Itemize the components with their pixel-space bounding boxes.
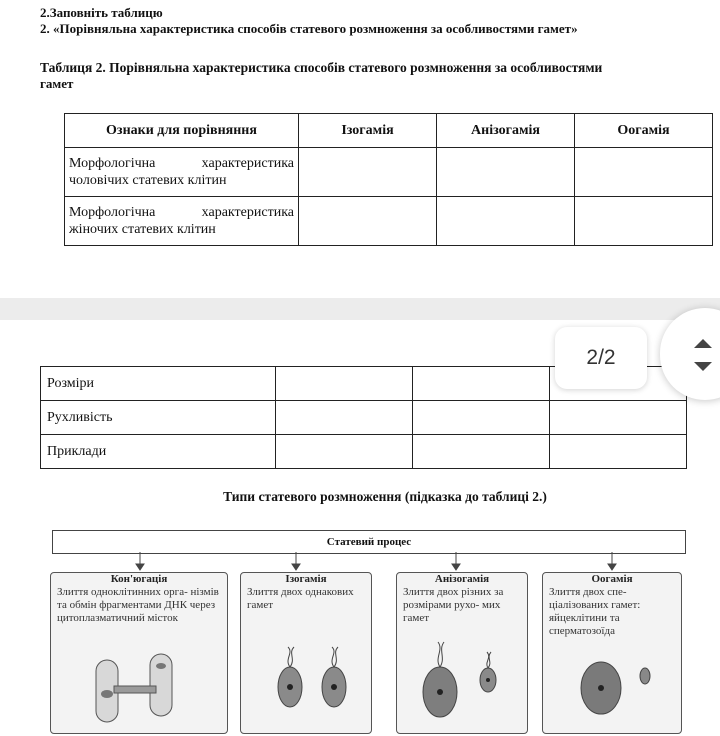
- table-row: [65, 197, 713, 246]
- oogamy-illustration: [575, 648, 665, 718]
- empty-cell: [413, 435, 550, 469]
- empty-cell: [550, 401, 687, 435]
- box-description: Злиття одноклітинних орга- нізмів та обмін фрагментами ДНК через цитоплазматичний місток: [57, 586, 219, 624]
- row-label-male: [65, 148, 299, 197]
- table-row: [41, 401, 687, 435]
- table-title-line-1: Таблиця 2. Порівняльна характеристика способів статевого розмноження за особливостями: [40, 60, 603, 75]
- page-indicator-text: 2/2: [586, 346, 616, 369]
- process-box: Статевий процес: [52, 530, 686, 554]
- row-label-size: Розміри: [41, 367, 276, 401]
- chevron-up-icon[interactable]: [694, 339, 712, 348]
- table-header-row: [65, 114, 713, 148]
- chevron-down-icon[interactable]: [694, 362, 712, 371]
- empty-cell: [575, 148, 713, 197]
- comparison-table: [64, 113, 713, 246]
- box-description: Злиття двох різних за розмірами рухо- мих гамет: [403, 586, 504, 624]
- box-description: Злиття двох однакових гамет: [247, 586, 354, 611]
- page-gap: [0, 298, 720, 320]
- header-cell-isogamy: Ізогамія: [299, 114, 437, 148]
- anisogamy-illustration: [418, 640, 513, 720]
- empty-cell: [299, 148, 437, 197]
- row-label-line: чоловічих статевих клітин: [69, 173, 227, 188]
- row-label-line: жіночих статевих клітин: [69, 222, 216, 237]
- box-description: Злиття двох спе- ціалізованих гамет: яйцеклітини та сперматозоїда: [549, 586, 641, 637]
- header-cell-oogamy: Оогамія: [575, 114, 713, 148]
- empty-cell: [276, 401, 413, 435]
- empty-cell: [437, 148, 575, 197]
- header-cell-criteria: Ознаки для порівняння: [65, 114, 299, 148]
- header-line-1: 2.Заповніть таблицю: [40, 5, 163, 20]
- isogamy-illustration: [270, 645, 360, 715]
- empty-cell: [413, 401, 550, 435]
- header-line-2: 2. «Порівняльна характеристика способів статевого розмноження за особливостями гамет»: [40, 21, 578, 36]
- row-label-female: [65, 197, 299, 246]
- connector-arrows: [0, 552, 720, 572]
- empty-cell: [299, 197, 437, 246]
- table-row: [41, 435, 687, 469]
- row-label-motility: Рухливість: [41, 401, 276, 435]
- empty-cell: [413, 367, 550, 401]
- row-label-line: Морфологічна характеристика: [69, 156, 294, 171]
- empty-cell: [437, 197, 575, 246]
- empty-cell: [276, 367, 413, 401]
- box-title: Ізогамія: [285, 573, 327, 585]
- diagram-title: Типи статевого розмноження (підказка до таблиці 2.): [223, 489, 547, 504]
- empty-cell: [550, 435, 687, 469]
- row-label-examples: Приклади: [41, 435, 276, 469]
- box-title: Оогамія: [591, 573, 633, 585]
- empty-cell: [276, 435, 413, 469]
- page-indicator: [555, 327, 647, 389]
- empty-cell: [575, 197, 713, 246]
- box-title: Анізогамія: [434, 573, 490, 585]
- table-row: [65, 148, 713, 197]
- table-title-line-2: гамет: [40, 76, 74, 91]
- box-title: Кон'югація: [110, 573, 168, 585]
- header-cell-anisogamy: Анізогамія: [437, 114, 575, 148]
- row-label-line: Морфологічна характеристика: [69, 205, 294, 220]
- conjugation-illustration: [80, 652, 190, 724]
